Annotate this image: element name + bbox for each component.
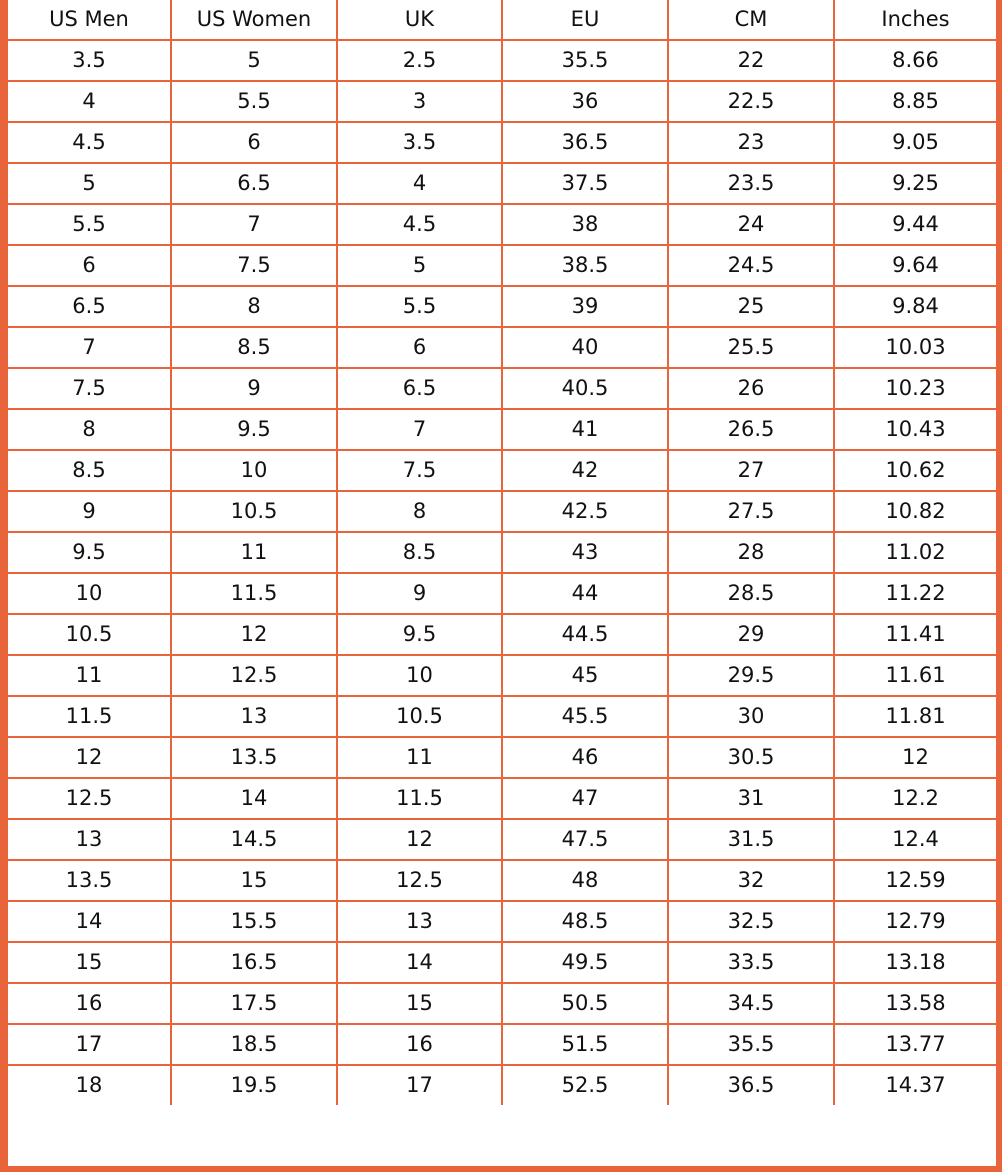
table-row (8, 409, 996, 450)
cell-cm: 22.5 (668, 81, 834, 122)
cell-cm: 26 (668, 368, 834, 409)
cell-inches: 12 (834, 737, 996, 778)
cell-us-women: 7.5 (171, 245, 337, 286)
table-row (8, 40, 996, 81)
cell-inches: 9.44 (834, 204, 996, 245)
cell-uk: 3 (337, 81, 502, 122)
cell-inches: 10.82 (834, 491, 996, 532)
cell-us-men: 4 (8, 81, 171, 122)
table-row (8, 1024, 996, 1065)
cell-us-men: 13 (8, 819, 171, 860)
table-row (8, 204, 996, 245)
table-row (8, 532, 996, 573)
cell-eu: 47.5 (502, 819, 668, 860)
table-row (8, 1065, 996, 1105)
cell-us-men: 3.5 (8, 40, 171, 81)
cell-inches: 9.25 (834, 163, 996, 204)
cell-eu: 48 (502, 860, 668, 901)
cell-us-women: 13 (171, 696, 337, 737)
table-row (8, 368, 996, 409)
cell-inches: 12.4 (834, 819, 996, 860)
cell-inches: 13.18 (834, 942, 996, 983)
cell-inches: 9.84 (834, 286, 996, 327)
cell-uk: 4.5 (337, 204, 502, 245)
header-eu: EU (502, 0, 668, 40)
cell-us-women: 18.5 (171, 1024, 337, 1065)
cell-us-men: 6.5 (8, 286, 171, 327)
cell-us-men: 9.5 (8, 532, 171, 573)
cell-us-men: 5 (8, 163, 171, 204)
cell-eu: 47 (502, 778, 668, 819)
cell-us-men: 16 (8, 983, 171, 1024)
cell-us-women: 12.5 (171, 655, 337, 696)
cell-inches: 10.62 (834, 450, 996, 491)
cell-cm: 27 (668, 450, 834, 491)
cell-us-women: 6.5 (171, 163, 337, 204)
cell-cm: 33.5 (668, 942, 834, 983)
table-row (8, 737, 996, 778)
cell-uk: 9 (337, 573, 502, 614)
cell-us-men: 4.5 (8, 122, 171, 163)
cell-uk: 11.5 (337, 778, 502, 819)
cell-cm: 34.5 (668, 983, 834, 1024)
cell-us-men: 6 (8, 245, 171, 286)
cell-uk: 14 (337, 942, 502, 983)
cell-uk: 2.5 (337, 40, 502, 81)
cell-us-women: 19.5 (171, 1065, 337, 1105)
cell-eu: 42.5 (502, 491, 668, 532)
cell-us-men: 15 (8, 942, 171, 983)
cell-us-men: 10.5 (8, 614, 171, 655)
table-row (8, 122, 996, 163)
table-row (8, 573, 996, 614)
cell-cm: 25 (668, 286, 834, 327)
cell-us-men: 18 (8, 1065, 171, 1105)
cell-us-men: 10 (8, 573, 171, 614)
cell-eu: 44.5 (502, 614, 668, 655)
cell-cm: 36.5 (668, 1065, 834, 1105)
cell-eu: 45.5 (502, 696, 668, 737)
cell-cm: 35.5 (668, 1024, 834, 1065)
cell-us-women: 11.5 (171, 573, 337, 614)
cell-us-women: 10 (171, 450, 337, 491)
cell-inches: 10.23 (834, 368, 996, 409)
cell-eu: 38.5 (502, 245, 668, 286)
cell-uk: 15 (337, 983, 502, 1024)
cell-us-men: 5.5 (8, 204, 171, 245)
cell-cm: 29.5 (668, 655, 834, 696)
cell-eu: 39 (502, 286, 668, 327)
cell-us-women: 17.5 (171, 983, 337, 1024)
cell-cm: 24 (668, 204, 834, 245)
table-row (8, 286, 996, 327)
cell-eu: 38 (502, 204, 668, 245)
cell-uk: 17 (337, 1065, 502, 1105)
cell-cm: 29 (668, 614, 834, 655)
cell-inches: 11.81 (834, 696, 996, 737)
cell-cm: 30.5 (668, 737, 834, 778)
header-row (8, 0, 996, 40)
cell-us-women: 7 (171, 204, 337, 245)
cell-us-women: 6 (171, 122, 337, 163)
cell-us-men: 13.5 (8, 860, 171, 901)
cell-eu: 37.5 (502, 163, 668, 204)
cell-eu: 41 (502, 409, 668, 450)
cell-uk: 12 (337, 819, 502, 860)
cell-us-men: 14 (8, 901, 171, 942)
cell-us-women: 5 (171, 40, 337, 81)
cell-us-women: 14.5 (171, 819, 337, 860)
cell-us-women: 8 (171, 286, 337, 327)
cell-cm: 30 (668, 696, 834, 737)
cell-inches: 13.77 (834, 1024, 996, 1065)
cell-us-women: 9 (171, 368, 337, 409)
cell-uk: 8.5 (337, 532, 502, 573)
cell-us-men: 7 (8, 327, 171, 368)
cell-uk: 6.5 (337, 368, 502, 409)
cell-eu: 36 (502, 81, 668, 122)
cell-inches: 13.58 (834, 983, 996, 1024)
header-uk: UK (337, 0, 502, 40)
table-row (8, 860, 996, 901)
cell-us-men: 17 (8, 1024, 171, 1065)
cell-us-men: 11 (8, 655, 171, 696)
cell-inches: 10.43 (834, 409, 996, 450)
cell-inches: 12.79 (834, 901, 996, 942)
cell-us-women: 15 (171, 860, 337, 901)
cell-us-women: 9.5 (171, 409, 337, 450)
cell-inches: 11.41 (834, 614, 996, 655)
cell-uk: 11 (337, 737, 502, 778)
cell-eu: 51.5 (502, 1024, 668, 1065)
table-row (8, 983, 996, 1024)
cell-cm: 32.5 (668, 901, 834, 942)
cell-eu: 40.5 (502, 368, 668, 409)
cell-inches: 10.03 (834, 327, 996, 368)
table-row (8, 450, 996, 491)
table-row (8, 901, 996, 942)
cell-us-men: 12.5 (8, 778, 171, 819)
cell-us-men: 7.5 (8, 368, 171, 409)
cell-us-women: 8.5 (171, 327, 337, 368)
cell-cm: 23.5 (668, 163, 834, 204)
table-row (8, 245, 996, 286)
cell-us-women: 13.5 (171, 737, 337, 778)
cell-us-women: 5.5 (171, 81, 337, 122)
cell-uk: 10 (337, 655, 502, 696)
cell-cm: 24.5 (668, 245, 834, 286)
cell-cm: 23 (668, 122, 834, 163)
cell-us-women: 12 (171, 614, 337, 655)
cell-cm: 27.5 (668, 491, 834, 532)
cell-us-women: 16.5 (171, 942, 337, 983)
header-us-women: US Women (171, 0, 337, 40)
cell-us-women: 15.5 (171, 901, 337, 942)
table-row (8, 163, 996, 204)
cell-uk: 4 (337, 163, 502, 204)
cell-uk: 12.5 (337, 860, 502, 901)
cell-uk: 6 (337, 327, 502, 368)
cell-us-women: 10.5 (171, 491, 337, 532)
cell-eu: 42 (502, 450, 668, 491)
cell-inches: 8.66 (834, 40, 996, 81)
cell-inches: 12.2 (834, 778, 996, 819)
table-row (8, 491, 996, 532)
cell-eu: 36.5 (502, 122, 668, 163)
cell-cm: 22 (668, 40, 834, 81)
cell-cm: 28 (668, 532, 834, 573)
cell-us-men: 8 (8, 409, 171, 450)
cell-eu: 48.5 (502, 901, 668, 942)
table-row (8, 655, 996, 696)
cell-us-men: 8.5 (8, 450, 171, 491)
cell-eu: 40 (502, 327, 668, 368)
header-inches: Inches (834, 0, 996, 40)
table-row (8, 696, 996, 737)
cell-eu: 52.5 (502, 1065, 668, 1105)
cell-uk: 7.5 (337, 450, 502, 491)
cell-us-men: 11.5 (8, 696, 171, 737)
cell-eu: 45 (502, 655, 668, 696)
header-us-men: US Men (8, 0, 171, 40)
table-row (8, 778, 996, 819)
cell-eu: 46 (502, 737, 668, 778)
cell-uk: 7 (337, 409, 502, 450)
cell-inches: 11.02 (834, 532, 996, 573)
table-row (8, 819, 996, 860)
cell-us-women: 14 (171, 778, 337, 819)
cell-inches: 11.61 (834, 655, 996, 696)
table-row (8, 614, 996, 655)
cell-cm: 28.5 (668, 573, 834, 614)
cell-uk: 5 (337, 245, 502, 286)
table-row (8, 81, 996, 122)
cell-uk: 8 (337, 491, 502, 532)
cell-eu: 43 (502, 532, 668, 573)
cell-us-men: 12 (8, 737, 171, 778)
cell-uk: 3.5 (337, 122, 502, 163)
cell-eu: 49.5 (502, 942, 668, 983)
shoe-size-conversion-table (8, 0, 996, 1105)
cell-inches: 9.05 (834, 122, 996, 163)
cell-uk: 9.5 (337, 614, 502, 655)
cell-cm: 31.5 (668, 819, 834, 860)
cell-cm: 25.5 (668, 327, 834, 368)
cell-uk: 13 (337, 901, 502, 942)
cell-inches: 8.85 (834, 81, 996, 122)
cell-uk: 5.5 (337, 286, 502, 327)
cell-us-men: 9 (8, 491, 171, 532)
cell-cm: 32 (668, 860, 834, 901)
cell-eu: 35.5 (502, 40, 668, 81)
cell-inches: 9.64 (834, 245, 996, 286)
table-row (8, 942, 996, 983)
header-cm: CM (668, 0, 834, 40)
cell-uk: 16 (337, 1024, 502, 1065)
cell-inches: 11.22 (834, 573, 996, 614)
cell-inches: 14.37 (834, 1065, 996, 1105)
cell-inches: 12.59 (834, 860, 996, 901)
cell-eu: 50.5 (502, 983, 668, 1024)
cell-us-women: 11 (171, 532, 337, 573)
cell-uk: 10.5 (337, 696, 502, 737)
cell-cm: 31 (668, 778, 834, 819)
table-row (8, 327, 996, 368)
table-body (8, 40, 996, 1105)
cell-cm: 26.5 (668, 409, 834, 450)
cell-eu: 44 (502, 573, 668, 614)
